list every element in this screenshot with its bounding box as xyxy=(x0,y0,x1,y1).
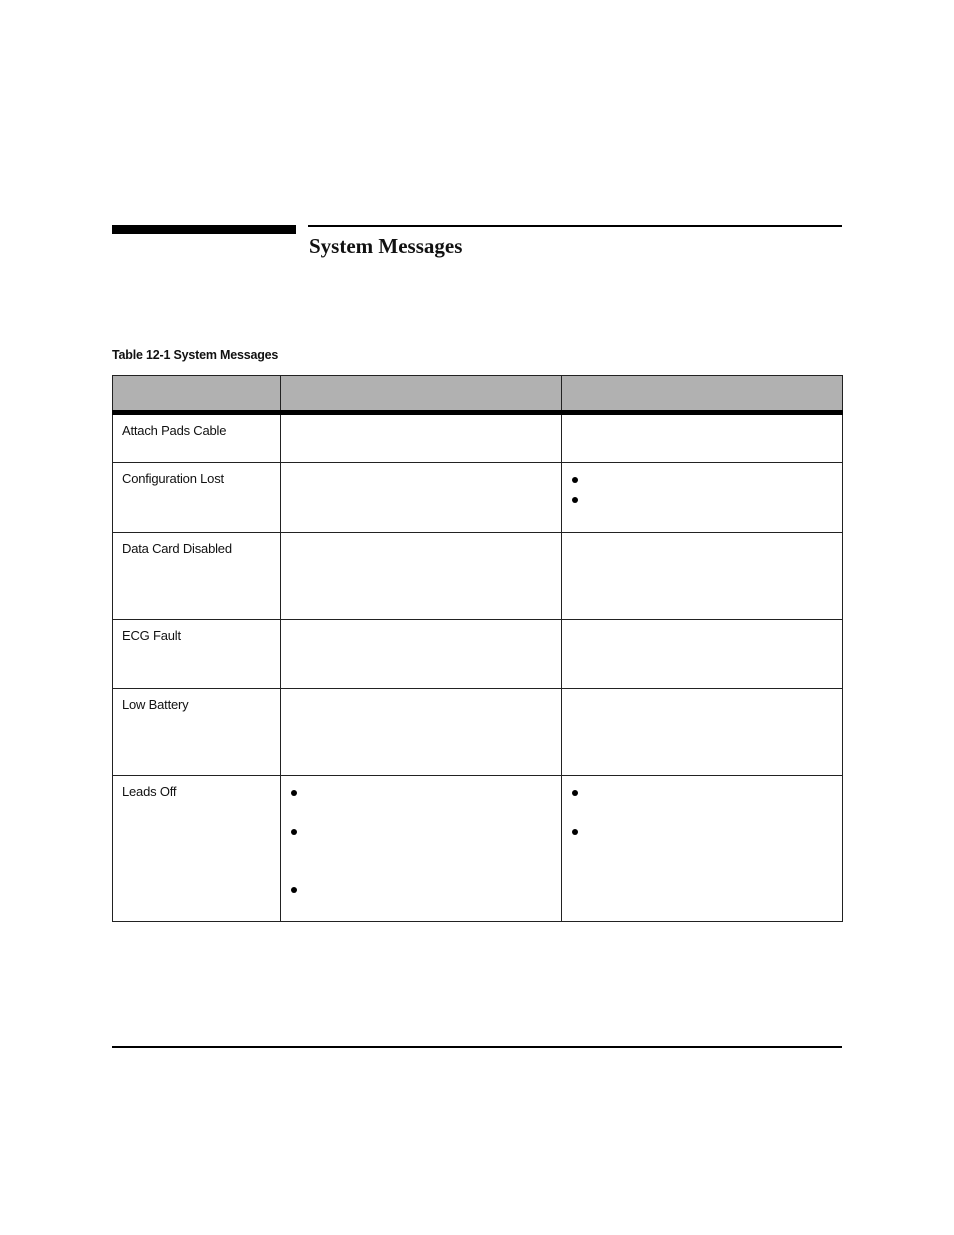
table-cell xyxy=(562,776,843,922)
table-cell xyxy=(562,463,843,533)
list-item xyxy=(289,785,561,824)
table-row xyxy=(113,620,843,689)
table-row xyxy=(113,533,843,620)
message-label: Leads Off xyxy=(122,784,177,799)
message-cell xyxy=(113,533,281,620)
bullet-list xyxy=(562,776,842,844)
list-item xyxy=(570,785,842,824)
table-row xyxy=(113,776,843,922)
header-cell-col3 xyxy=(562,376,843,413)
header-cell-message xyxy=(113,376,281,413)
table-row xyxy=(113,463,843,533)
bullet-list xyxy=(281,776,561,902)
message-cell xyxy=(113,776,281,922)
header-cell-col2 xyxy=(281,376,562,413)
table-row xyxy=(113,413,843,463)
table-cell xyxy=(281,689,562,776)
bullet-list xyxy=(562,463,842,512)
message-cell xyxy=(113,620,281,689)
table-cell xyxy=(281,776,562,922)
message-cell xyxy=(113,413,281,463)
message-cell xyxy=(113,689,281,776)
footer-rule xyxy=(112,1046,842,1048)
table-cell xyxy=(562,620,843,689)
table-header-row xyxy=(113,376,843,413)
list-item xyxy=(570,492,842,512)
list-item xyxy=(570,824,842,844)
list-item xyxy=(289,882,561,902)
message-label: ECG Fault xyxy=(122,628,181,643)
message-label: Configuration Lost xyxy=(122,471,224,486)
system-messages-table xyxy=(112,375,843,922)
table-cell xyxy=(562,413,843,463)
table-cell xyxy=(281,620,562,689)
message-cell xyxy=(113,463,281,533)
table-row xyxy=(113,689,843,776)
list-item xyxy=(289,824,561,882)
page-title: System Messages xyxy=(309,234,463,258)
section-rule-thick xyxy=(112,225,296,234)
table-cell xyxy=(281,533,562,620)
message-label: Attach Pads Cable xyxy=(122,423,227,438)
table-cell xyxy=(281,463,562,533)
table-caption: Table 12-1 System Messages xyxy=(112,348,279,362)
list-item xyxy=(570,472,842,492)
message-label: Low Battery xyxy=(122,697,189,712)
section-rule-thin xyxy=(308,225,842,227)
table-cell xyxy=(281,413,562,463)
table-cell xyxy=(562,689,843,776)
table-cell xyxy=(562,533,843,620)
message-label: Data Card Disabled xyxy=(122,541,232,556)
